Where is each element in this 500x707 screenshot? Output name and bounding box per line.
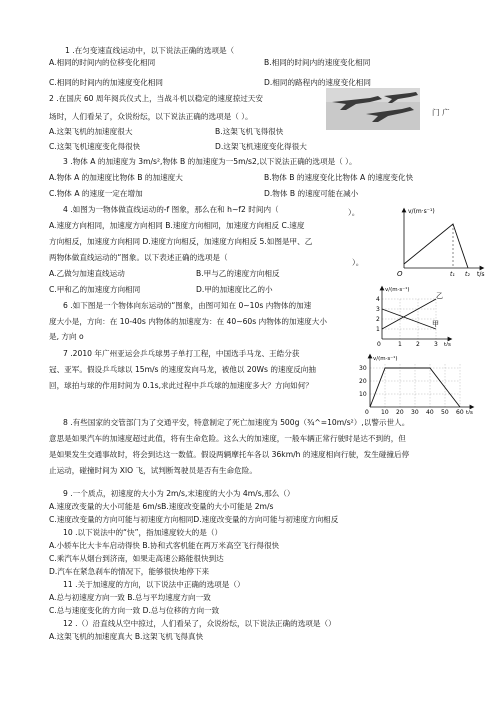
- x-tick-20: 20: [396, 409, 404, 414]
- q8-stem-2: 意思是如果汽车的加速度超过此值，将有生命危险。这么大的加速度，一般车辆正常行驶时是达不到的，但: [49, 434, 406, 443]
- velocity-line: [404, 224, 468, 268]
- y-tick-3: 3: [376, 306, 380, 313]
- x-tick-40: 40: [426, 409, 434, 414]
- q10-option-d: D.汽车在紧急刹车的情况下，能够很快地停下来: [49, 567, 210, 576]
- y-tick-4: 4: [376, 296, 380, 303]
- q5-stem-tail: ）。: [352, 258, 364, 267]
- q2-stem-2: 场时，人们看呆了，众说纷纭，以下说法正确的选项是（ ）。: [49, 112, 253, 121]
- x-tick-1: 1: [398, 341, 402, 346]
- q5-option-d: D.甲的加速度比乙的小: [196, 285, 273, 294]
- line-yi: [382, 299, 436, 329]
- q8-stem-4: 止运动，碰撞时间为 XlO 飞，试判断驾驶员是否有生命危险。: [49, 466, 257, 475]
- q3-stem: 3 .物体 A 的加速度为 3m/s²,物体 B 的加速度为一5m/s2,以下说法正确的选项是（ ）。: [63, 157, 357, 166]
- q3-option-a: A.物体 A 的加速度比物体 B 的加速度大: [49, 173, 183, 182]
- q9-options-1: A.速度改变量的大小可能是 6m/sB.速度改变量的大小可能是 2m/s: [49, 502, 274, 511]
- q10-stem: 10 .以下说法中的“快”，指加速度较大的是（）: [63, 528, 223, 537]
- t1-label: t₁: [450, 271, 455, 278]
- q6-stem-2: 度大小是，方向：在 10-40s 内物体的加速度为：在 40~60s 内物体的加速度大小: [49, 317, 327, 326]
- q9-stem: 9 .一个质点，初速度的大小为 2m/s,末速度的大小为 4m/s,那么（）: [63, 489, 295, 498]
- q7-stem-2: 冠、亚军。假设乒乓球以 15m/s 的速度发向马龙，被他以 20Ws 的速度反向抽: [49, 365, 316, 374]
- y-axis-label: v/(m·s⁻¹): [385, 287, 410, 293]
- q6-velocity-time-graph: [356, 352, 478, 414]
- label-jia: 甲: [432, 320, 439, 328]
- origin-label: 0: [365, 409, 369, 414]
- q5-option-b: B.甲与乙的速度方向相反: [196, 269, 280, 278]
- q2-stem: 2 .在国庆 60 周年阅兵仪式上，当战斗机以稳定的速度掠过天安: [49, 94, 263, 103]
- q5-stem: 两物体做直线运动的“图象。以下表述正确的选项是（: [49, 253, 228, 262]
- q12-options-1: A.这架飞机的加速度真大 B.这架飞机飞得真快: [49, 632, 204, 641]
- q8-stem: 8 .有些国家的交管部门为了交通平安，特意制定了死亡加速度为 500g（¾^=10m/s²）,以警示世人。: [63, 418, 410, 427]
- q3-option-c: C.物体 A 的速度一定在增加: [49, 189, 143, 198]
- origin-label: O: [397, 270, 403, 278]
- q10-option-c: C.乘汽车从烟台到济南，如果走高速公路能很快到达: [49, 554, 224, 563]
- q1-stem: 1 .在匀变速直线运动中，以下说法正确的选项是（: [65, 46, 235, 55]
- q5-option-a: A.乙做匀加速直线运动: [49, 269, 125, 278]
- q7-stem: 7 .2010 年广州亚运会乒乓球男子单打工程，中国选手马龙、王皓分获: [63, 349, 300, 358]
- q1-option-c: C.相同的时间内的加速度变化相同: [49, 78, 164, 87]
- y-tick-2: 2: [376, 316, 380, 323]
- q2-option-a: A.这架飞机的加速度很大: [49, 127, 133, 136]
- q4-options-1: A.速度方向相同，加速度方向相同 B.速度方向相同，加速度方向相反 C.速度: [49, 221, 305, 230]
- q3-option-b: B.物体 B 的速度变化比物体 A 的速度变化快: [264, 173, 414, 182]
- x-tick-2: 2: [416, 341, 420, 346]
- origin-label: 0: [377, 341, 381, 346]
- y-tick-30: 30: [359, 365, 367, 372]
- q1-option-d: D.相同的路程内的速度变化相同: [264, 78, 371, 87]
- q4-stem: 4 .如图为一物体做直线运动的-f 图象，那么在和 h~f2 时间内（: [63, 205, 279, 214]
- x-tick-3: 3: [434, 341, 438, 346]
- q2-option-c: C.这架飞机速度变化得很快: [49, 142, 141, 151]
- y-axis-label: v/(m·s⁻¹): [408, 208, 435, 215]
- q6-stem-3: 是, 方向 o: [49, 332, 84, 341]
- q1-option-a: A.相同的时间内的位移变化相同: [49, 58, 156, 67]
- q6-stem: 6 .如下图是一个物体向东运动的“图象，由图可知在 0~10s 内物体的加速: [63, 301, 312, 310]
- x-axis-label: t/s: [477, 271, 485, 278]
- x-tick-10: 10: [381, 409, 389, 414]
- fighter-jets-photo: [326, 88, 420, 130]
- q2-stem-tail: 门 广: [432, 108, 450, 117]
- q2-option-b: B.这架飞机飞得很快: [215, 127, 284, 136]
- x-axis-label: t/s: [466, 410, 473, 414]
- grid-lines: [370, 364, 460, 407]
- x-tick-30: 30: [411, 409, 419, 414]
- label-yi: 乙: [436, 292, 443, 300]
- q11-options-2: C.总与速度变化的方向一致 D.总与位移的方向一致: [49, 606, 220, 615]
- q8-stem-3: 是如果发生交通事故时，将会到达这一数值。假设两辆摩托车各以 36km/h 的速度相向行驶，发生碰撞后停: [49, 450, 410, 459]
- q9-options-2: C.速度改变量的方向可能与初速度方向相同D.速度改变量的方向可能与初速度方向相反: [49, 515, 339, 524]
- x-axis-label: t/s: [444, 342, 451, 346]
- q5-option-c: C.甲和乙的加速度方向相同: [49, 285, 141, 294]
- x-tick-50: 50: [441, 409, 449, 414]
- q2-option-d: D.这架飞机速度变化得很大: [215, 142, 307, 151]
- q10-options-1: A.小轿车比大卡车启动得快 B.协和式客机能在两万米高空飞行得很快: [49, 541, 280, 550]
- q4-options-2: 方向相反，加速度方向相同 D.速度方向相反，加速度方向相反 5.如图是甲、乙: [49, 237, 313, 246]
- y-axis-label: v/(m·s⁻¹): [373, 356, 398, 362]
- q4-stem-tail: ）。: [348, 208, 360, 217]
- q3-option-d: D.物体 B 的速度可能在减小: [264, 189, 359, 198]
- q5-velocity-time-graph: [372, 284, 454, 346]
- y-tick-20: 20: [359, 378, 367, 385]
- y-tick-1: 1: [376, 326, 380, 333]
- t2-label: t₂: [465, 271, 470, 278]
- y-tick-10: 10: [359, 391, 367, 398]
- q4-velocity-time-graph: [392, 204, 488, 278]
- x-tick-60: 60: [456, 409, 464, 414]
- q12-stem: 12 .（）沿直线从空中掠过，人们看呆了，众说纷纭，以下说法正确的选项是（）: [63, 619, 336, 628]
- q7-stem-3: 回，球拍与球的作用时间为 0.1s,求此过程中乒乓球的加速度多大？方向如何？: [49, 381, 313, 390]
- q11-stem: 11 .关于加速度的方向，以下说法中正确的选项是（）: [63, 580, 245, 589]
- q11-options-1: A.总与初速度方向一致 B.总与平均速度方向一致: [49, 593, 211, 602]
- q1-option-b: B.相同的时间内的速度变化相同: [264, 58, 371, 67]
